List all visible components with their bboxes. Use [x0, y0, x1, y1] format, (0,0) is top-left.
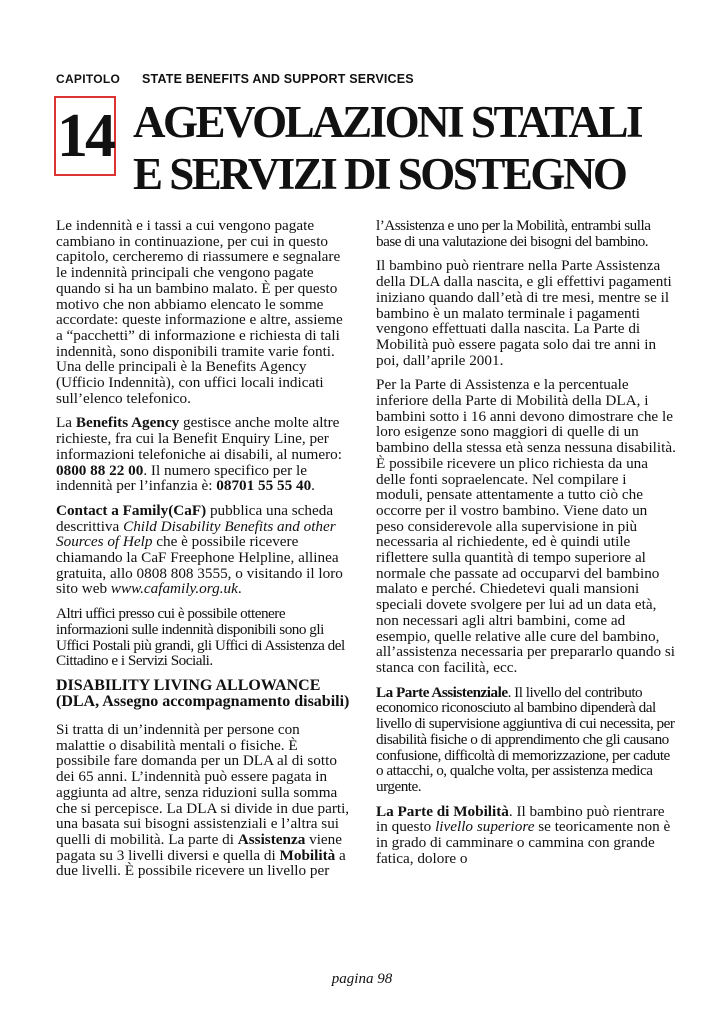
- dla-paragraph: [56, 722, 352, 879]
- text-run: se teoricamente non è in grado di camminare o cammina con grande fatica, dolore o: [376, 818, 671, 867]
- enquiry-phone: 0800 88 22 00: [56, 461, 144, 479]
- page-title: [133, 96, 693, 200]
- text-run: . Il numero specifico per le indennità per l’infanzia è:: [56, 461, 307, 495]
- text-run: gestisce anche molte altre richieste, fra cui la Benefit Enquiry Line, per informazioni telefoniche ai disabili, al numero:: [56, 414, 342, 463]
- benefits-agency-name: Benefits Agency: [75, 414, 180, 432]
- care-part-term: La Parte Assistenziale: [376, 683, 508, 701]
- text-run: a due livelli. È possibile ricevere un livello per: [56, 846, 346, 880]
- child-benefit-phone: 08701 55 55 40: [216, 477, 312, 495]
- caf-paragraph: [56, 503, 352, 597]
- mobility-part-paragraph: [376, 804, 676, 867]
- text-run: .: [311, 477, 315, 495]
- text-run: Si tratta di un’indennità per persone con malattie o disabilità mentali o fisiche. È possibile fare domanda per un DLA al di sotto dei 65 anni. L’indennità può essere pagata in aggiunta ad altre, senza riduzioni sulla somma che si percepisce. La DLA si divide in due parti, una basata sui bisogni assistenziali e l’altra sui quelli di mobilità. La parte di: [56, 720, 350, 848]
- chapter-number: 14: [57, 102, 113, 170]
- caf-leaflet-title: Child Disability Benefits and other Sources of Help: [56, 517, 336, 551]
- higher-level-term: livello superiore: [435, 818, 535, 836]
- text-run: . Il bambino può rientrare in questo: [376, 802, 665, 836]
- benefits-agency-paragraph: [56, 415, 352, 494]
- running-title: STATE BENEFITS AND SUPPORT SERVICES: [142, 72, 414, 86]
- requirements-paragraph: Per la Parte di Assistenza e la percentuale inferiore della Parte di Mobilità della DLA, i bambini sotto i 16 anni devono dimostrare che le loro esigenze sono maggiori di quelle di un bambino della stessa età senza nessuna disabilità. È possibile ricevere un plico richiesta da una delle fonti sopraelencate. Nel compilare i moduli, pensate attentamente a tutto ciò che occorre per il vostro bambino. Viene dato un peso considerevole alla supervisione in più necessaria al richiedente, ed è quindi utile riflettere sulla quantità di tempo superiore al normale che passate ad occuparvi del bambino malato e perché. Chiedetevi quali mansioni speciali dovete svolgere per lui ad un data età, non necessari agli altri bambini, come ad esempio, quelle relative alle cure del bambino, all’assistenza necessaria per prepararlo quando si stanca con facilità, ecc.: [376, 376, 676, 676]
- dla-continued-paragraph: l’Assistenza e uno per la Mobilità, entrambi sulla base di una valutazione dei bisogni del bambino.: [376, 217, 651, 250]
- page-number: pagina 98: [331, 971, 393, 987]
- title-line-1: AGEVOLAZIONI STATALI: [133, 97, 641, 147]
- mobility-part-term: La Parte di Mobilità: [376, 802, 509, 820]
- care-part-paragraph: [376, 685, 676, 795]
- text-run: pubblica una scheda descrittiva: [56, 501, 334, 535]
- text-run: .: [237, 580, 242, 598]
- caf-website: www.cafamily.org.uk: [110, 580, 238, 598]
- caf-name: Contact a Family(CaF): [56, 501, 207, 519]
- assistenza-term: Assistenza: [237, 830, 306, 848]
- intro-paragraph: Le indennità e i tassi a cui vengono pagate cambiano in continuazione, per cui in questo capitolo, cercheremo di riassumere e segnalare le indennità principali che vengono pagate quando si ha un bambino malato. È per questo motivo che non abbiamo elencato le somme accordate: queste informazione e altre, assieme a “pacchetti” di informazione e richiesta di tali indennità, sono disponibili tramite varie fonti. Una delle principali è la Benefits Agency (Ufficio Indennità), con uffici locali indicati sull’elenco telefonico.: [56, 217, 343, 407]
- chapter-label: CAPITOLO: [56, 72, 121, 86]
- left-column: [56, 218, 352, 888]
- right-column: [376, 218, 676, 875]
- text-run: . Il livello del contributo economico riconosciuto al bambino dipenderà dal livello di supervisione aggiuntiva di cui necessita, per disabilità fisiche o di apprendimento che gli causano confusione, difficoltà di memorizzazione, per cadute o attacchi, o, qualche volta, per assistenza medica urgente.: [376, 683, 675, 795]
- dla-heading: DISABILITY LIVING ALLOWANCE (DLA, Assegno accompagnamento disabili): [56, 676, 350, 710]
- text-run: La: [56, 414, 76, 432]
- text-run: viene pagata su 3 livelli diversi e quella di: [56, 830, 342, 864]
- mobilita-term: Mobilità: [279, 846, 336, 864]
- text-run: che è possibile ricevere chiamando la CaF Freephone Helpline, allinea gratuita, allo 0808 808 3555, o visitando il loro sito web: [56, 533, 343, 598]
- eligibility-paragraph: Il bambino può rientrare nella Parte Assistenza della DLA dalla nascita, e gli effettivi pagamenti iniziano quando dall’età di tre mesi, mentre se il bambino è un malato terminale i pagamenti vengono effettuati dalla nascita. La Parte di Mobilità può essere pagata solo dai tre anni in poi, dall’aprile 2001.: [376, 257, 672, 369]
- other-offices-paragraph: Altri uffici presso cui è possibile ottenere informazioni sulle indennità disponibili sono gli Uffici Postali più grandi, gli Uffici di Assistenza del Cittadino e i Servizi Sociali.: [56, 605, 345, 670]
- chapter-number-box: [54, 96, 116, 176]
- title-line-2: E SERVIZI DI SOSTEGNO: [133, 149, 626, 199]
